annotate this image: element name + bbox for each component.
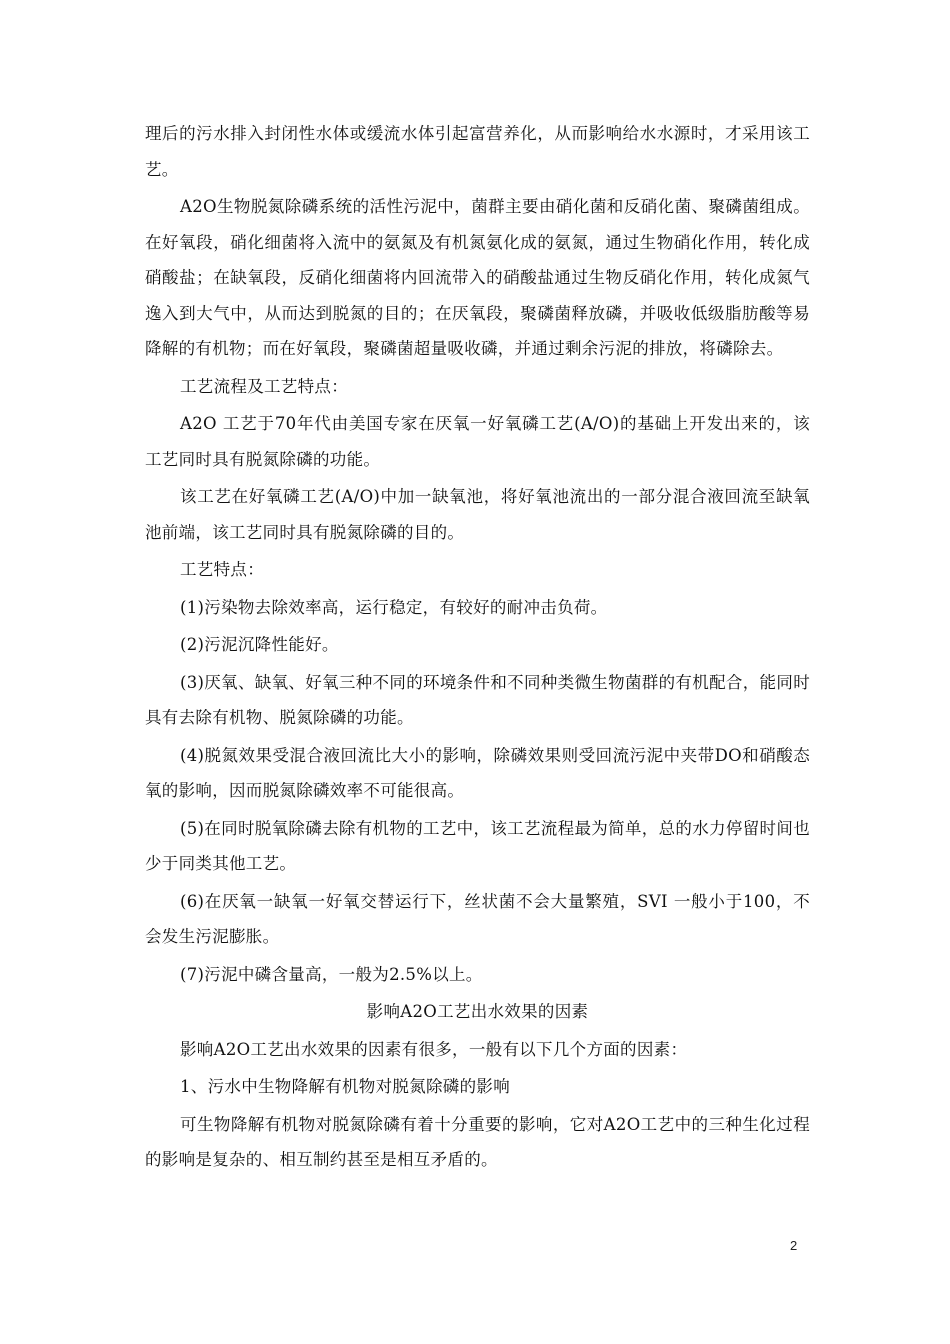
list-item: (1)污染物去除效率高，运行稳定，有较好的耐冲击负荷。 — [180, 597, 608, 617]
document-body — [145, 116, 810, 1180]
paragraph: 理后的污水排入封闭性水体或缓流水体引起富营养化，从而影响给水水源时，才采用该工艺。 — [145, 124, 810, 179]
subsection-heading: 1、污水中生物降解有机物对脱氮除磷的影响 — [180, 1077, 510, 1096]
paragraph: 影响A2O工艺出水效果的因素有很多，一般有以下几个方面的因素： — [180, 1039, 688, 1059]
list-item: (4)脱氮效果受混合液回流比大小的影响，除磷效果则受回流污泥中夹带DO和硝酸态氧的影响，因而脱氮除磷效率不可能很高。 — [145, 745, 810, 800]
list-item: (6)在厌氧一缺氧一好氧交替运行下，丝状菌不会大量繁殖，SVI 一般小于100，不会发生污泥膨胀。 — [145, 891, 810, 946]
paragraph: 工艺特点： — [180, 560, 264, 579]
list-item: (3)厌氧、缺氧、好氧三种不同的环境条件和不同种类微生物菌群的有机配合，能同时具有去除有机物、脱氮除磷的功能。 — [145, 672, 810, 727]
list-item: (2)污泥沉降性能好。 — [180, 635, 339, 654]
paragraph: 可生物降解有机物对脱氮除磷有着十分重要的影响，它对A2O工艺中的三种生化过程的影响是复杂的、相互制约甚至是相互矛盾的。 — [145, 1114, 810, 1169]
paragraph: A2O 工艺于70年代由美国专家在厌氧一好氧磷工艺(A/O)的基础上开发出来的，该工艺同时具有脱氮除磷的功能。 — [145, 414, 810, 469]
list-item: (7)污泥中磷含量高，一般为2.5%以上。 — [180, 964, 483, 984]
paragraph: A2O生物脱氮除磷系统的活性污泥中，菌群主要由硝化菌和反硝化菌、聚磷菌组成。在好氧段，硝化细菌将入流中的氨氮及有机氮氨化成的氨氮，通过生物硝化作用，转化成硝酸盐；在缺氧段，反硝化细菌将内回流带入的硝酸盐通过生物反硝化作用，转化成氮气逸入到大气中，从而达到脱氮的目的；在厌氧段，聚磷菌释放磷，并吸收低级脂肪酸等易降解的有机物；而在好氧段，聚磷菌超量吸收磷，并通过剩余污泥的排放，将磷除去。 — [145, 197, 810, 358]
page-number: 2 — [790, 1238, 798, 1253]
list-item: (5)在同时脱氧除磷去除有机物的工艺中，该工艺流程最为简单，总的水力停留时间也少于同类其他工艺。 — [145, 818, 810, 873]
section-heading: 影响A2O工艺出水效果的因素 — [366, 1002, 589, 1021]
paragraph: 工艺流程及工艺特点： — [180, 376, 348, 396]
paragraph: 该工艺在好氧磷工艺(A/O)中加一缺氧池，将好氧池流出的一部分混合液回流至缺氧池前端，该工艺同时具有脱氮除磷的目的。 — [145, 487, 810, 542]
